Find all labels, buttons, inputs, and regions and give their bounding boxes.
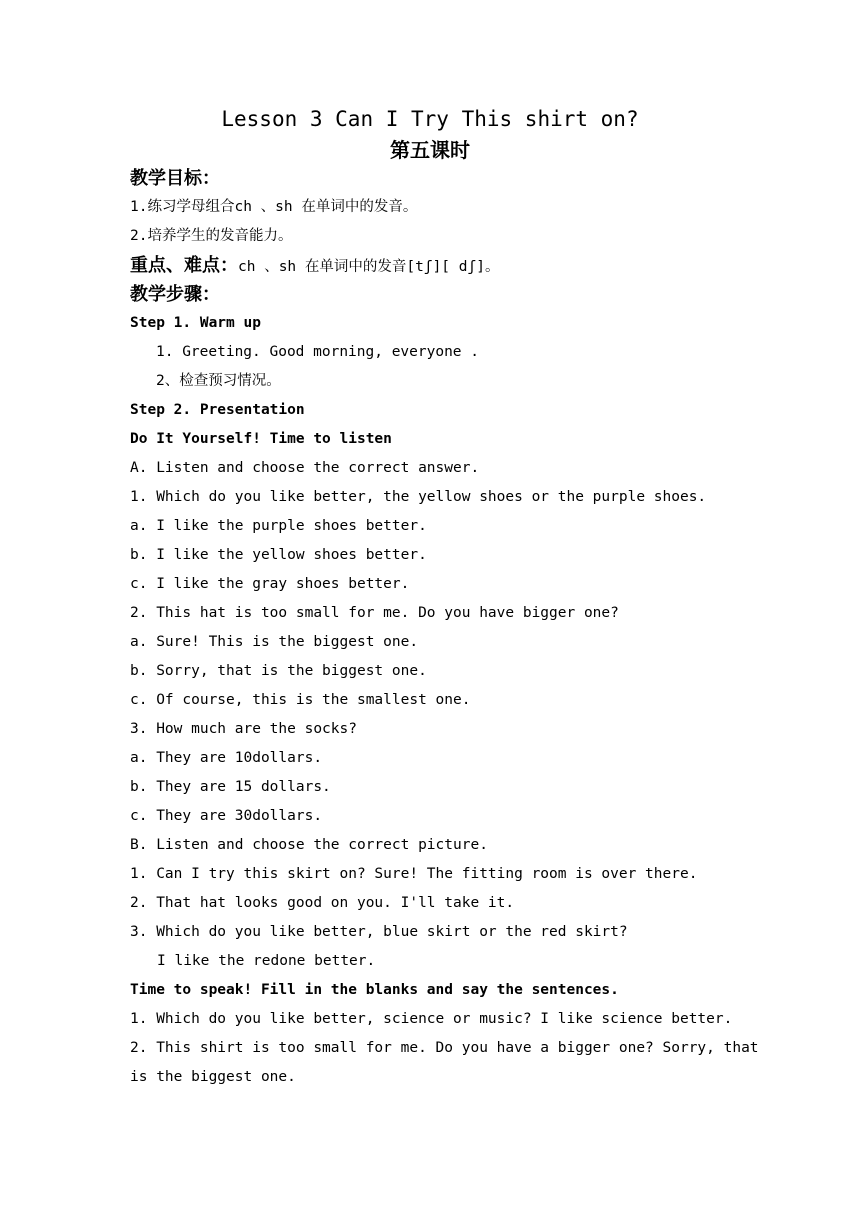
partB-line: 3. Which do you like better, blue skirt or the red skirt? xyxy=(130,924,628,940)
step2-heading: Step 2. Presentation xyxy=(130,402,305,418)
partB-answer: I like the redone better. xyxy=(157,953,376,969)
partA-line: c. Of course, this is the smallest one. xyxy=(130,692,471,708)
lesson-title: Lesson 3 Can I Try This shirt on? xyxy=(221,107,639,131)
speak-line: 1. Which do you like better, science or music? I like science better. xyxy=(130,1011,733,1027)
keypoints-line xyxy=(130,251,750,280)
step1-heading: Step 1. Warm up xyxy=(130,315,261,331)
partA-line: 1. Which do you like better, the yellow shoes or the purple shoes. xyxy=(130,489,707,505)
partB-line: 1. Can I try this skirt on? Sure! The fitting room is over there. xyxy=(130,866,698,882)
partA-line: c. They are 30dollars. xyxy=(130,808,323,824)
lesson-content xyxy=(130,164,759,1092)
keypoints-text: ch 、sh 在单词中的发音[tʃ][ dʃ]。 xyxy=(238,259,500,275)
partA-line: a. I like the purple shoes better. xyxy=(130,518,427,534)
step1-item: 2、检查预习情况。 xyxy=(156,373,281,389)
objective-item: 2.培养学生的发音能力。 xyxy=(130,228,293,244)
steps-heading: 教学步骤： xyxy=(130,284,220,305)
keypoints-label: 重点、难点： xyxy=(130,255,238,276)
step1-item: 1. Greeting. Good morning, everyone . xyxy=(156,344,480,360)
speak-line: 2. This shirt is too small for me. Do you have a bigger one? Sorry, that xyxy=(130,1040,759,1056)
partA-line: 2. This hat is too small for me. Do you have bigger one? xyxy=(130,605,619,621)
speak-heading: Time to speak! Fill in the blanks and say the sentences. xyxy=(130,982,619,998)
partA-line: a. They are 10dollars. xyxy=(130,750,323,766)
partA-line: b. They are 15 dollars. xyxy=(130,779,331,795)
lesson-subtitle: 第五课时 xyxy=(390,138,470,162)
objective-item: 1.练习学母组合ch 、sh 在单词中的发音。 xyxy=(130,199,418,215)
partA-line: a. Sure! This is the biggest one. xyxy=(130,634,419,650)
partA-line: b. Sorry, that is the biggest one. xyxy=(130,663,427,679)
partA-line: b. I like the yellow shoes better. xyxy=(130,547,427,563)
partB-line: 2. That hat looks good on you. I'll take it. xyxy=(130,895,515,911)
listen-heading: Do It Yourself! Time to listen xyxy=(130,431,392,447)
partA-instruction: A. Listen and choose the correct answer. xyxy=(130,460,480,476)
partB-instruction: B. Listen and choose the correct picture. xyxy=(130,837,488,853)
objectives-heading: 教学目标： xyxy=(130,168,220,189)
partA-line: 3. How much are the socks? xyxy=(130,721,357,737)
partA-line: c. I like the gray shoes better. xyxy=(130,576,410,592)
speak-line: is the biggest one. xyxy=(130,1069,296,1085)
